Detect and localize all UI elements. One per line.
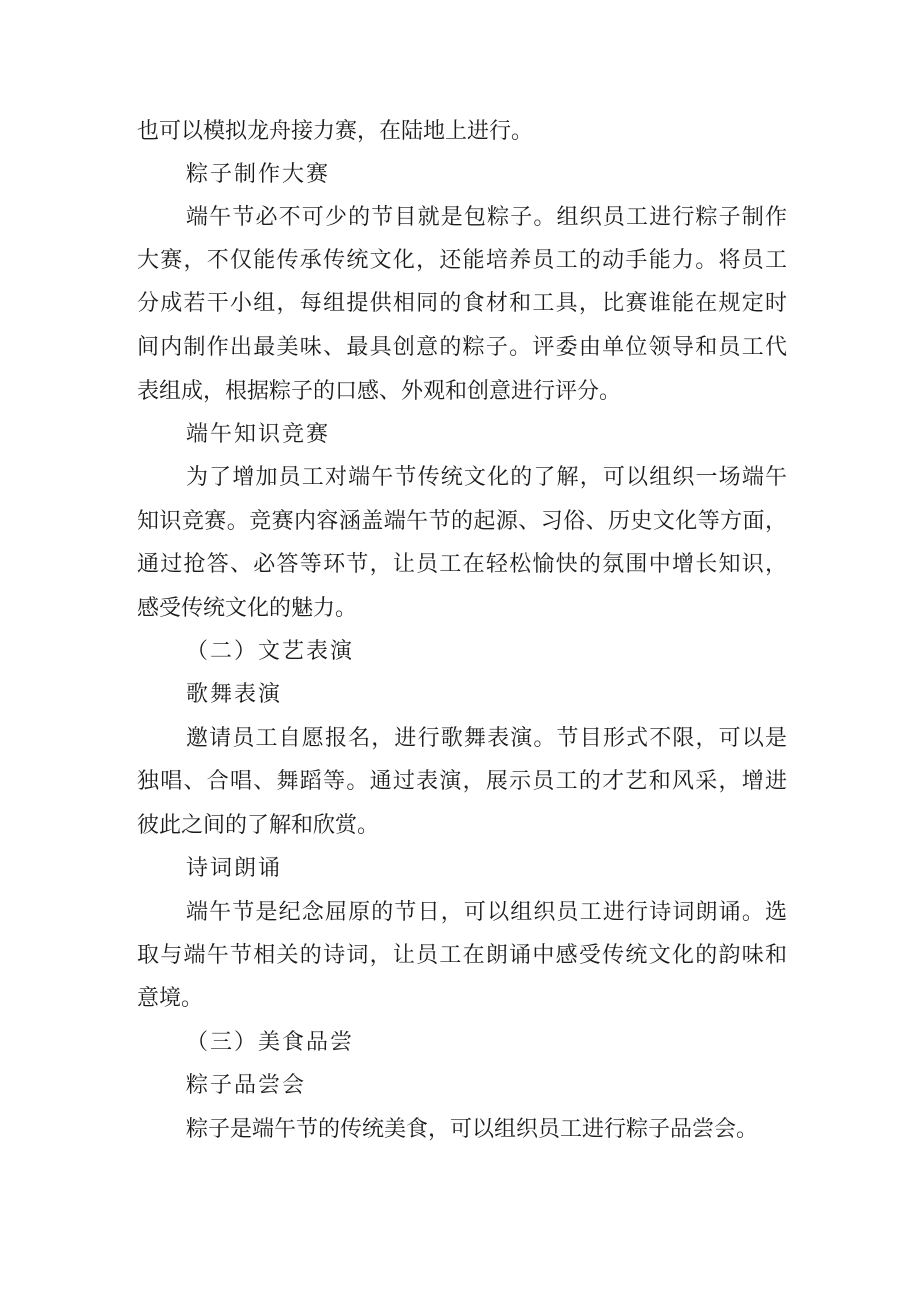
paragraph-line: 独唱、合唱、舞蹈等。通过表演，展示员工的才艺和风采，增进 [137,769,787,794]
paragraph-line: 分成若干小组，每组提供相同的食材和工具，比赛谁能在规定时 [137,291,787,316]
subheading-zongzi-tasting: 粽子品尝会 [186,1073,307,1098]
paragraph-line: 粽子是端午节的传统美食，可以组织员工进行粽子品尝会。 [186,1117,759,1142]
paragraph-line: 大赛，不仅能传承传统文化，还能培养员工的动手能力。将员工 [137,248,787,273]
subheading-poetry: 诗词朗诵 [186,856,283,881]
paragraph-line: 取与端午节相关的诗词，让员工在朗诵中感受传统文化的韵味和 [137,943,787,968]
subheading-knowledge-contest: 端午知识竞赛 [186,422,331,447]
paragraph-line: 知识竞赛。竞赛内容涵盖端午节的起源、习俗、历史文化等方面， [137,509,787,534]
paragraph-line: 为了增加员工对端午节传统文化的了解，可以组织一场端午 [186,465,787,490]
paragraph-line: 端午节必不可少的节目就是包粽子。组织员工进行粽子制作 [186,205,787,230]
paragraph-line: 端午节是纪念屈原的节日，可以组织员工进行诗词朗诵。选 [186,900,787,925]
subheading-zongzi-contest: 粽子制作大赛 [186,162,331,187]
paragraph-line: 间内制作出最美味、最具创意的粽子。评委由单位领导和员工代 [137,335,787,360]
section-heading-performance: （二）文艺表演 [186,639,355,664]
paragraph-line: 彼此之间的了解和欣赏。 [137,813,380,838]
paragraph-line: 通过抢答、必答等环节，让员工在轻松愉快的氛围中增长知识， [137,552,787,577]
paragraph-line: 意境。 [137,986,204,1011]
paragraph-line: 也可以模拟龙舟接力赛，在陆地上进行。 [137,119,534,144]
section-heading-food: （三）美食品尝 [186,1030,355,1055]
subheading-song-dance: 歌舞表演 [186,682,283,707]
paragraph-line: 邀请员工自愿报名，进行歌舞表演。节目形式不限，可以是 [186,726,787,751]
paragraph-line: 表组成，根据粽子的口感、外观和创意进行评分。 [137,379,622,404]
paragraph-line: 感受传统文化的魅力。 [137,596,358,621]
